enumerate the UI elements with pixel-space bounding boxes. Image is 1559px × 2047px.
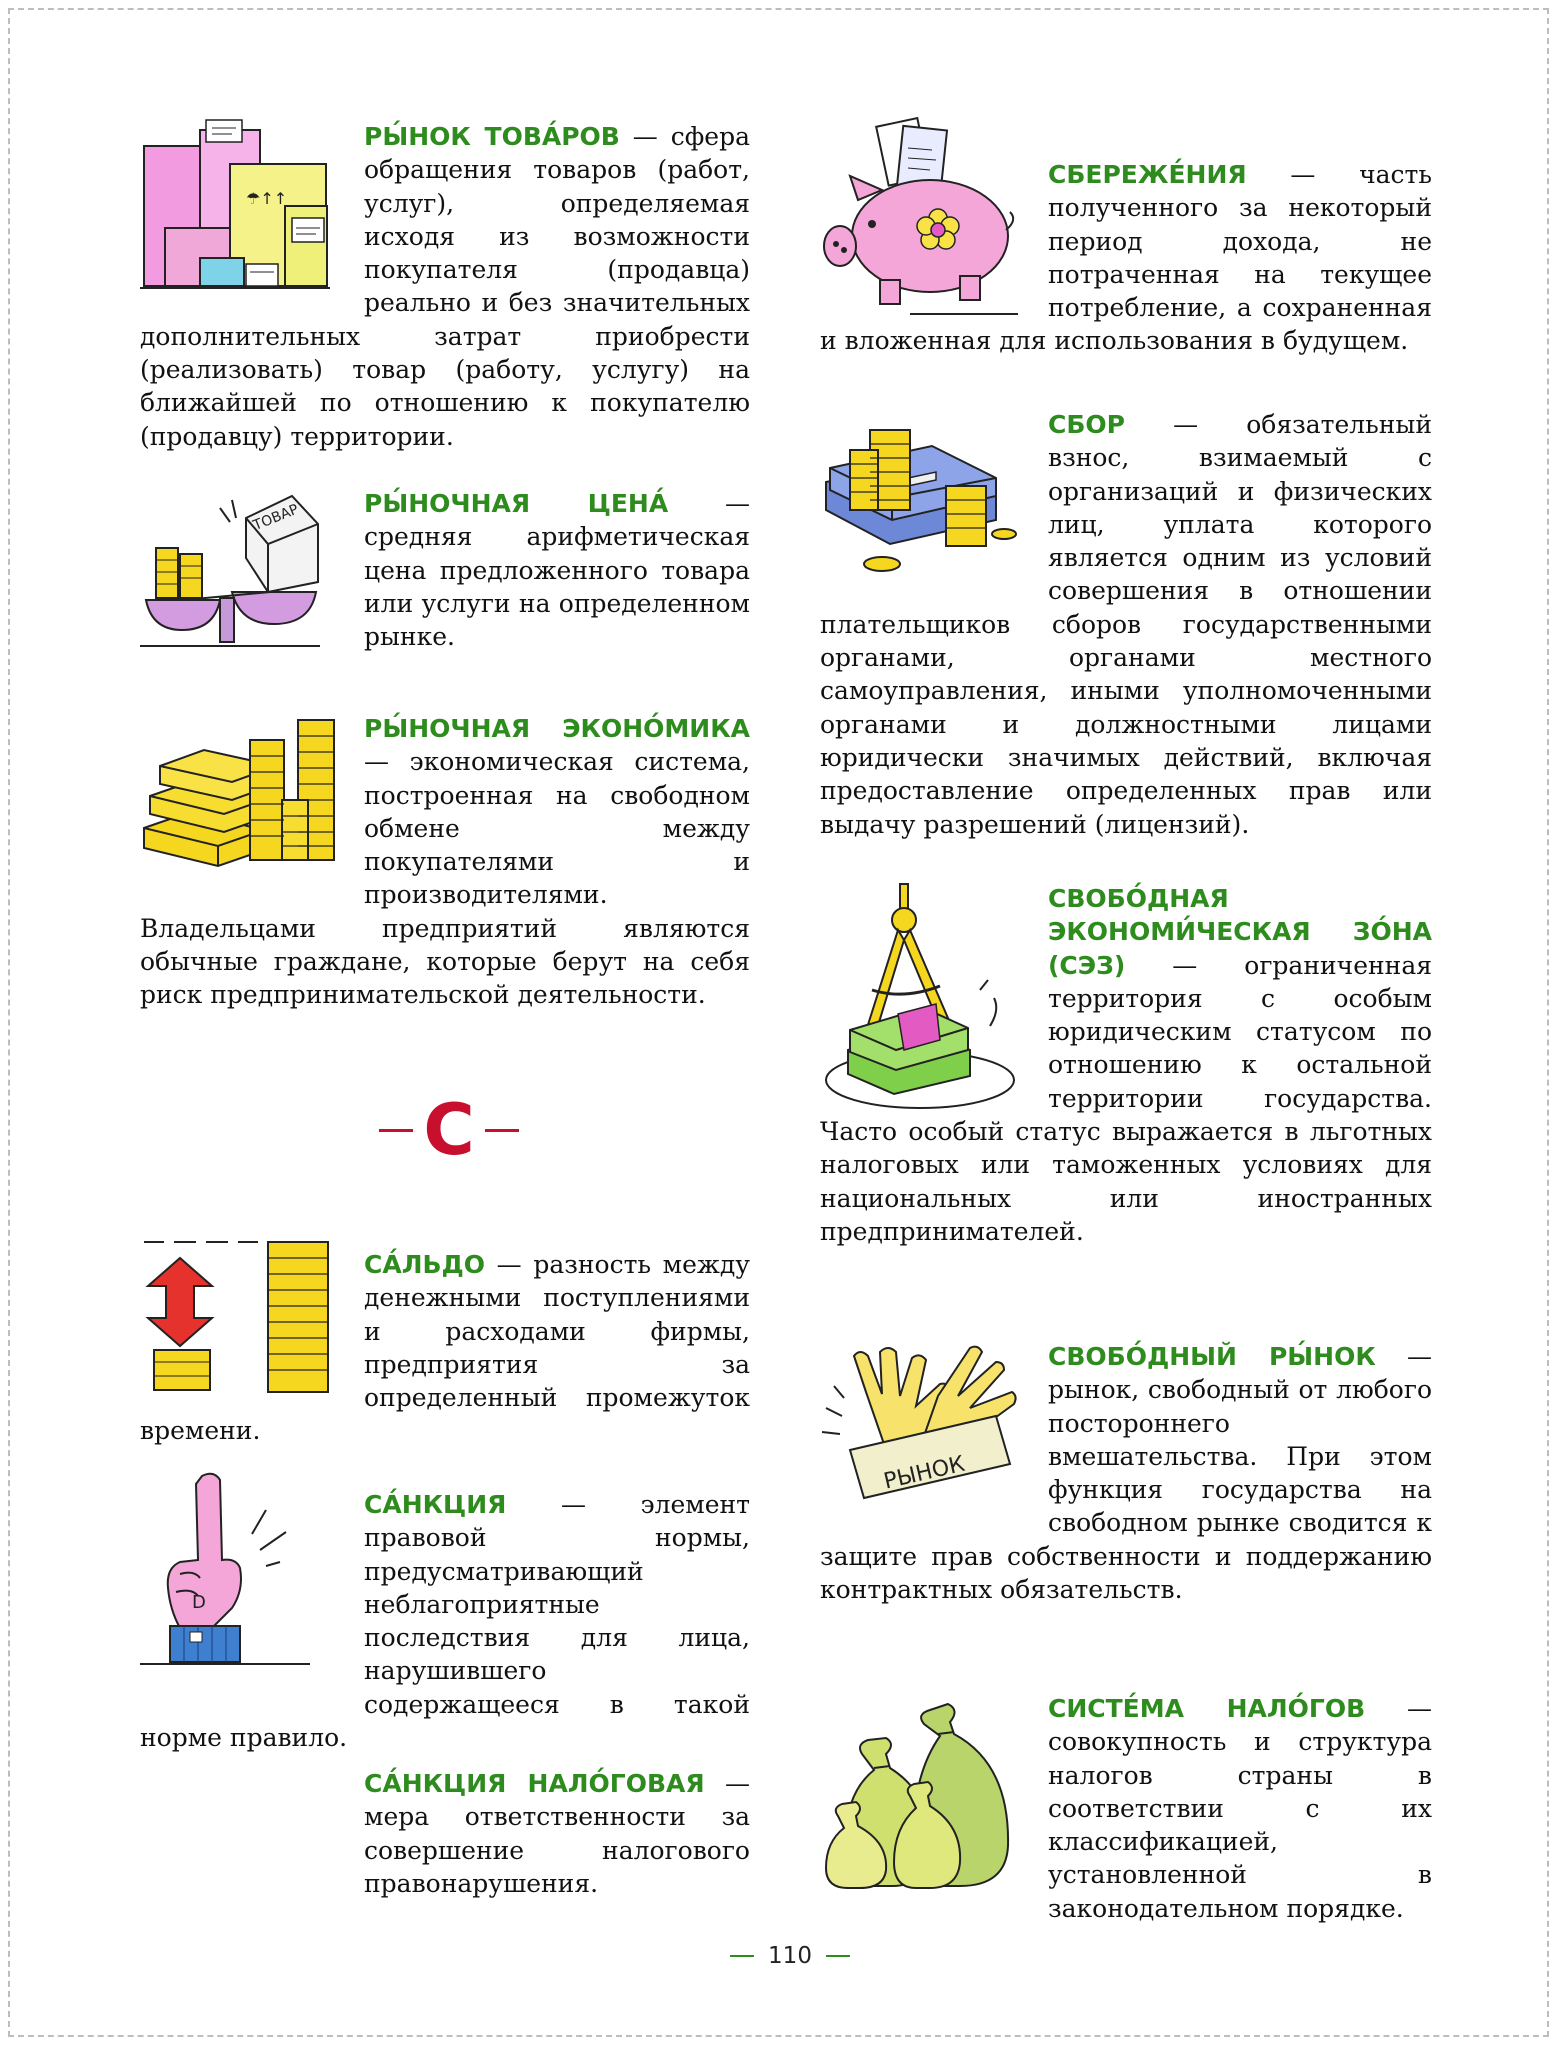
term-saldo: СА́ЛЬДО	[364, 1250, 486, 1279]
page-number-dash-left	[730, 1955, 754, 1957]
definition-svobodny-rynok: — рынок, свободный от любого постороннего вмешательства. При этом функция государства на свободном рынке сводится к защите прав собственности и поддержанию контрактных обязательств.	[820, 1342, 1432, 1605]
entry-sankciya-nalogovaya	[364, 1767, 750, 1900]
section-letter-heading	[374, 1090, 524, 1170]
box-label: ТОВАР	[251, 501, 301, 535]
entry-sez	[820, 882, 1432, 1248]
term-sankciya-nalogovaya: СА́НКЦИЯ НАЛО́ГОВАЯ	[364, 1769, 705, 1798]
definition-sistema-nalogov: — совокупность и структура налогов страны в соответствии с их классификацией, установленной в законодательном порядке.	[1048, 1694, 1432, 1923]
definition-sankciya: — элемент правовой нормы, предусматривающий неблагоприятные последствия для лица, нарушившего содержащееся в такой норме правило.	[140, 1490, 750, 1753]
letter-dash-right	[485, 1129, 519, 1132]
entry-sberezheniya	[820, 158, 1432, 358]
market-sign-label: РЫНОК	[881, 1451, 968, 1495]
page-number: 110	[768, 1943, 812, 1969]
entry-rynok-tovarov	[140, 120, 750, 453]
definition-sbor: — обязательный взнос, взимаемый с организаций и физических лиц, уплата которого является одним из условий совершения в отношении плательщиков сборов государственными органами, органами местного самоуправления, иными уполномоченными органами и должностными лицами юридически значимых действий, включая предоставление определенных прав или выдачу разрешений (лицензий).	[820, 410, 1432, 839]
definition-sankciya-nalogovaya: — мера ответственности за совершение налогового правонарушения.	[364, 1769, 751, 1898]
entry-svobodny-rynok	[820, 1340, 1432, 1606]
entry-sbor	[820, 408, 1432, 841]
term-rynochnaya-ekonomika: РЫ́НОЧНАЯ ЭКОНО́МИКА	[364, 714, 750, 743]
section-letter: С	[423, 1089, 475, 1171]
definition-rynochnaya-ekonomika: — экономическая система, построенная на свободном обмене между покупателями и производителями. Владельцами предприятий являются обычные граждане, которые берут на себя риск предпринимательской деятельности.	[140, 747, 750, 1010]
svg-text:☂↑↑: ☂↑↑	[246, 189, 288, 208]
hand-letter: D	[192, 1592, 206, 1613]
term-svobodny-rynok: СВОБО́ДНЫЙ РЫ́НОК	[1048, 1342, 1376, 1371]
entry-rynochnaya-cena	[140, 487, 750, 657]
entry-sankciya	[140, 1488, 750, 1754]
definition-rynok-tovarov: — сфера обращения товаров (работ, услуг), определяемая исходя из возможности покупателя (продавца) реально и без значительных дополнительных затрат приобрести (реализовать) товар (работу, услугу) на ближайшей по отношению к покупателю (продавцу) территории.	[140, 122, 750, 451]
page-number-footer	[725, 1938, 855, 1974]
entry-rynochnaya-ekonomika	[140, 712, 750, 1012]
entry-saldo	[140, 1248, 750, 1448]
term-sankciya: СА́НКЦИЯ	[364, 1490, 507, 1519]
entry-sistema-nalogov	[820, 1692, 1432, 1925]
definition-sez: — ограниченная территория с особым юридическим статусом по отношению к остальной территории государства. Часто особый статус выражается в льготных налоговых или таможенных условиях для национальных или иностранных предпринимателей.	[820, 950, 1432, 1246]
page-number-dash-right	[826, 1955, 850, 1957]
definition-saldo: — разность между денежными поступлениями и расходами фирмы, предприятия за определенный промежуток времени.	[140, 1250, 750, 1446]
term-rynok-tovarov: РЫ́НОК ТОВА́РОВ	[364, 122, 620, 151]
term-sberezheniya: СБЕРЕЖЕ́НИЯ	[1048, 160, 1247, 189]
definition-sberezheniya: — часть полученного за некоторый период дохода, не потраченная на текущее потребление, а сохраненная и вложенная для использования в будущем.	[820, 160, 1432, 356]
term-sistema-nalogov: СИСТЕ́МА НАЛО́ГОВ	[1048, 1694, 1366, 1723]
letter-dash-left	[379, 1129, 413, 1132]
term-sez: СВОБО́ДНАЯ ЭКОНОМИ́ЧЕСКАЯ ЗО́НА (СЭЗ)	[1048, 884, 1432, 980]
definition-rynochnaya-cena: — средняя арифметическая цена предложенного товара или услуги на определенном рынке.	[364, 489, 751, 652]
term-rynochnaya-cena: РЫ́НОЧНАЯ ЦЕНА́	[364, 489, 669, 518]
term-sbor: СБОР	[1048, 410, 1125, 439]
